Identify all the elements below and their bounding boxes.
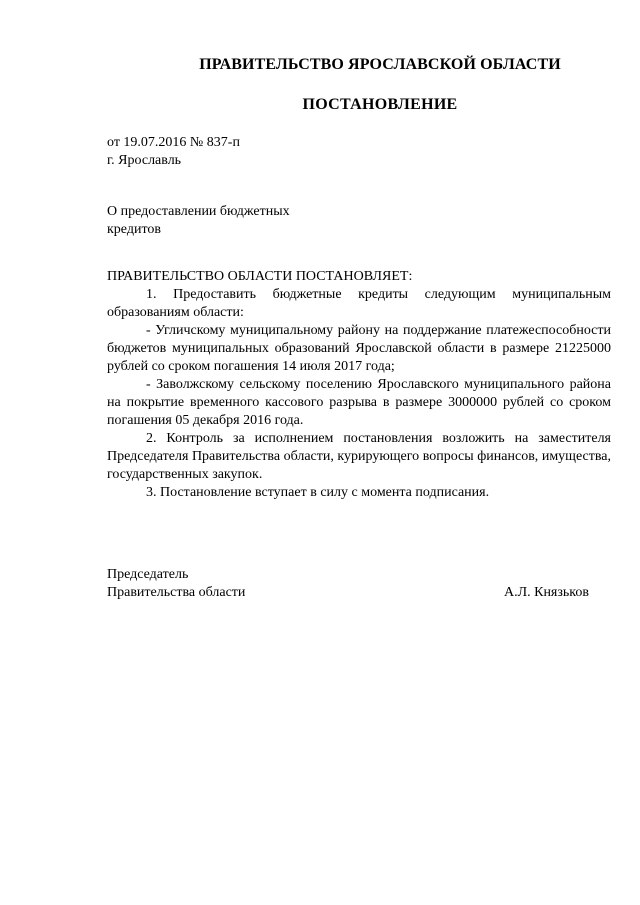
paragraph-3: 3. Постановление вступает в силу с момента подписания. [146,485,490,500]
signature-block [107,566,589,602]
signatory-title-line-1: Председатель [107,567,189,582]
signatory-title-line-2: Правительства области [107,585,246,600]
paragraph-1-item-1: - Угличскому муниципальному району на поддержание платежеспособности бюджетов муниципальных образований Ярославской области в размере 21225000 рублей со сроком погашения 14 июля 2017 года; [107,323,611,374]
document-subject [107,203,290,239]
paragraph-1-item-2: - Заволжскому сельскому поселению Ярославского муниципального района на покрытие временного кассового разрыва в размере 3000000 рублей со сроком погашения 05 декабря 2016 года. [107,377,611,428]
signatory-name: А.Л. Князьков [504,585,589,600]
subject-line-1: О предоставлении бюджетных [107,204,290,219]
paragraph-2: 2. Контроль за исполнением постановления возложить на заместителя Председателя Правительства области, курирующего вопросы финансов, имущества, государственных закупок. [107,431,611,482]
paragraph-1: 1. Предоставить бюджетные кредиты следующим муниципальным образованиям области: [107,287,611,320]
organization-title: ПРАВИТЕЛЬСТВО ЯРОСЛАВСКОЙ ОБЛАСТИ [199,56,561,73]
signature-row [107,584,589,602]
date-number: от 19.07.2016 № 837-п [107,135,240,150]
preamble: ПРАВИТЕЛЬСТВО ОБЛАСТИ ПОСТАНОВЛЯЕТ: [107,269,413,284]
document-meta [107,134,240,170]
document-body [107,268,611,502]
subject-line-2: кредитов [107,222,161,237]
document-type: ПОСТАНОВЛЕНИЕ [302,96,458,113]
city: г. Ярославль [107,153,182,168]
